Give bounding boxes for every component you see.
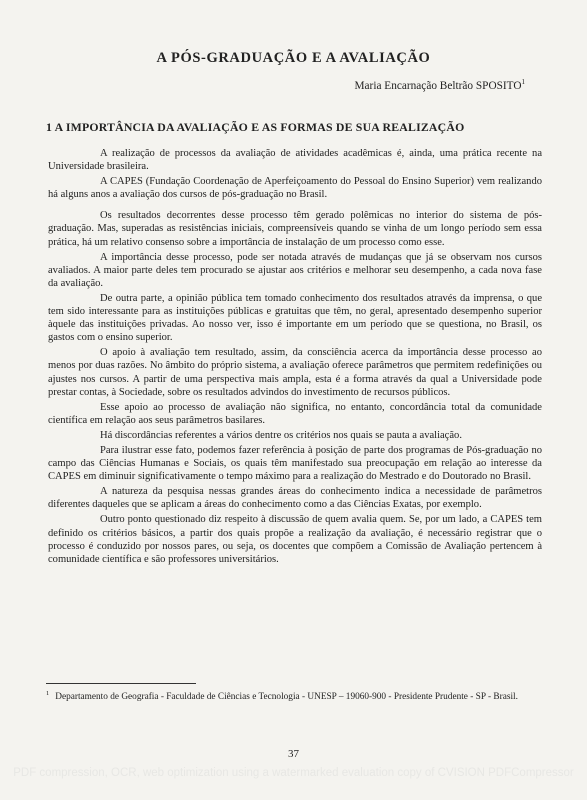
paragraph: Para ilustrar esse fato, podemos fazer referência à posição de parte dos programas de Pós-graduação no campo das Ciências Humanas e Sociais, os quais têm manifestado sua preocupação em relação ao interesse da CAPES em diminuir significativamente o tempo máximo para a realização do Mestrado e do Doutorado no Brasil. xyxy=(48,444,542,483)
paragraph: A natureza da pesquisa nessas grandes áreas do conhecimento indica a necessidade de parâmetros diferentes daqueles que se aplicam a áreas do conhecimento como a das Ciências Exatas, por exemplo. xyxy=(48,486,542,511)
page-number: 37 xyxy=(288,748,299,760)
paragraph: A realização de processos da avaliação de atividades acadêmicas é, ainda, uma prática recente na Universidade brasileira. xyxy=(48,148,542,173)
paragraph: Outro ponto questionado diz respeito à discussão de quem avalia quem. Se, por um lado, a CAPES tem definido os critérios básicos, a partir dos quais propõe a realização da avaliação, é necessário registrar que o processo é conduzido por nossos pares, ou seja, os docentes que compõem a Comissão de Avaliação pertencem à comunidade científica e são professores universitários. xyxy=(48,514,542,565)
author-footnote-mark: 1 xyxy=(521,78,525,86)
footnote-divider xyxy=(46,683,196,684)
paragraph: De outra parte, a opinião pública tem tomado conhecimento dos resultados através da imprensa, o que tem sido interessante para as instituições públicas e gratuitas que têm, no geral, apresentado desempenho superior àquele das instituições privadas. Ao nosso ver, isso é importante em um período que se questiona, no Brasil, os gastos com o ensino superior. xyxy=(48,292,542,344)
body-text xyxy=(48,147,542,568)
watermark: PDF compression, OCR, web optimization using a watermarked evaluation copy of CVISION PDFCompressor xyxy=(13,767,574,779)
paragraph: Os resultados decorrentes desse processo têm gerado polêmicas no interior do sistema de pós-graduação. Mas, superadas as resistências iniciais, compreensíveis quando se vinha de um longo período sem essa prática, há um relativo consenso sobre a importância de instalação de um processo como esse. xyxy=(48,210,542,248)
footnote xyxy=(46,688,542,704)
paragraph: Há discordâncias referentes a vários dentre os critérios nos quais se pauta a avaliação. xyxy=(100,429,462,441)
paper-title: A PÓS-GRADUAÇÃO E A AVALIAÇÃO xyxy=(156,50,431,66)
footnote-text: Departamento de Geografia - Faculdade de Ciências e Tecnologia - UNESP – 19060-900 - Presidente Prudente - SP - Brasil. xyxy=(55,692,518,703)
author-name: Maria Encarnação Beltrão SPOSITO xyxy=(354,79,522,92)
author-line xyxy=(355,78,526,92)
section-heading: 1 A IMPORTÂNCIA DA AVALIAÇÃO E AS FORMAS DE SUA REALIZAÇÃO xyxy=(46,120,465,134)
paragraph: A importância desse processo, pode ser notada através de mudanças que já se observam nos cursos avaliados. A maior parte deles tem procurado se ajustar aos critérios e melhorar seu desempenho, a cada nova fase da avaliação. xyxy=(48,251,542,289)
paragraph: Esse apoio ao processo de avaliação não significa, no entanto, concordância total da comunidade científica em relação aos seus parâmetros basilares. xyxy=(48,401,542,426)
paragraph: O apoio à avaliação tem resultado, assim, da consciência acerca da importância desse processo ao menos por duas razões. No âmbito do próprio sistema, a avaliação oferece parâmetros que permitem redefinições ou ajustes nos cursos. A partir de uma perspectiva mais ampla, esta é a forma através da qual a Universidade pode prestar contas, à Sociedade, sobre os resultados advindos do investimento de recursos públicos. xyxy=(48,347,542,398)
footnote-mark: 1 xyxy=(46,690,50,697)
paragraph: A CAPES (Fundação Coordenação de Aperfeiçoamento do Pessoal do Ensino Superior) vem realizando há alguns anos a avaliação dos cursos de pós-graduação no Brasil. xyxy=(48,176,542,201)
